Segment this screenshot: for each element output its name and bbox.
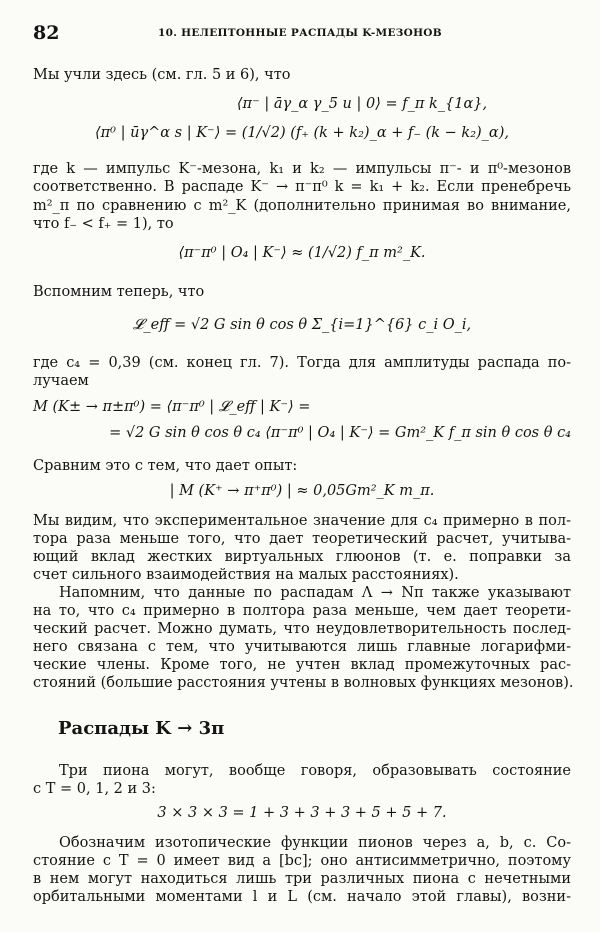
text-line: где k — импульс K⁻-мезона, k₁ и k₂ — импульсы π⁻- и π⁰-мезонов: [33, 161, 571, 177]
formula-line: ⟨π⁻π⁰ | O₄ | K⁻⟩ ≈ (1/√2) f_π m²_K.: [178, 245, 426, 261]
formula-line: 3 × 3 × 3 = 1 + 3 + 3 + 3 + 5 + 5 + 7.: [157, 805, 447, 821]
text-line: Мы видим, что экспериментальное значение для c₄ примерно в пол-: [33, 513, 571, 529]
running-head: 10. НЕЛЕПТОННЫЕ РАСПАДЫ K-МЕЗОНОВ: [158, 27, 442, 39]
formula-line: ⟨π⁻ | āγ_α γ_5 u | 0⟩ = f_π k_{1α},: [236, 96, 488, 112]
formula-line: ⟨π⁰ | ūγ^α s | K⁻⟩ = (1/√2) (f₊ (k + k₂)_α + f₋ (k − k₂)_α),: [95, 125, 509, 141]
page-header: [0, 22, 600, 46]
text-line: Обозначим изотопические функции пионов через a, b, c. Со-: [59, 835, 571, 851]
text-line: стояние с T = 0 имеет вид a [bc]; оно антисимметрично, поэтому: [33, 853, 571, 869]
text-line: Сравним это с тем, что дает опыт:: [33, 458, 298, 474]
text-line: ческие члены. Кроме того, не учтен вклад промежуточных рас-: [33, 657, 571, 673]
text-line: тора раза меньше того, что дает теоретический расчет, учитыва-: [33, 531, 571, 547]
text-line: ческий расчет. Можно думать, что неудовлетворительность послед-: [33, 621, 571, 637]
text-line: счет сильного взаимодействия на малых расстояниях).: [33, 567, 459, 583]
text-line: лучаем: [33, 373, 89, 389]
text-line: m²_π по сравнению с m²_K (дополнительно принимая во внимание,: [33, 198, 571, 214]
text-line: орбитальными моментами l и L (см. начало этой главы), возни-: [33, 889, 571, 905]
text-line: ющий вклад жестких виртуальных глюонов (т. е. поправки за: [33, 549, 571, 565]
text-line: Напомним, что данные по распадам Λ → Nπ также указывают: [59, 585, 571, 601]
text-line: стояний (большие расстояния учтены в волновых функциях мезонов).: [33, 675, 574, 691]
text-line: с T = 0, 1, 2 и 3:: [33, 781, 156, 797]
text-line: что f₋ < f₊ = 1), то: [33, 216, 174, 232]
text-line: него связана с тем, что учитываются лишь главные логарифми-: [33, 639, 571, 655]
text-line: соответственно. В распаде K⁻ → π⁻π⁰ k = k₁ + k₂. Если пренебречь: [33, 179, 571, 195]
formula-line: | M (K⁺ → π⁺π⁰) | ≈ 0,05Gm²_K m_π.: [169, 483, 435, 499]
text-line: в нем могут находиться лишь три различных пиона с нечетными: [33, 871, 571, 887]
text-line: на то, что c₄ примерно в полтора раза меньше, чем дает теорети-: [33, 603, 571, 619]
text-line: Вспомним теперь, что: [33, 284, 205, 300]
text-line: Три пиона могут, вообще говоря, образовывать состояние: [59, 763, 571, 779]
text-line: где c₄ = 0,39 (см. конец гл. 7). Тогда для амплитуды распада по-: [33, 355, 571, 371]
text-line: Мы учли здесь (см. гл. 5 и 6), что: [33, 67, 291, 83]
formula-line: = √2 G sin θ cos θ c₄ ⟨π⁻π⁰ | O₄ | K⁻⟩ = Gm²_K f_π sin θ cos θ c₄: [109, 425, 571, 441]
section-heading: Распады K → 3π: [58, 718, 225, 739]
page-number: 82: [33, 22, 60, 44]
formula-line: 𝓛_eff = √2 G sin θ cos θ Σ_{i=1}^{6} c_i O_i,: [132, 317, 472, 333]
formula-line: M (K± → π±π⁰) = ⟨π⁻π⁰ | 𝓛_eff | K⁻⟩ =: [33, 399, 311, 415]
